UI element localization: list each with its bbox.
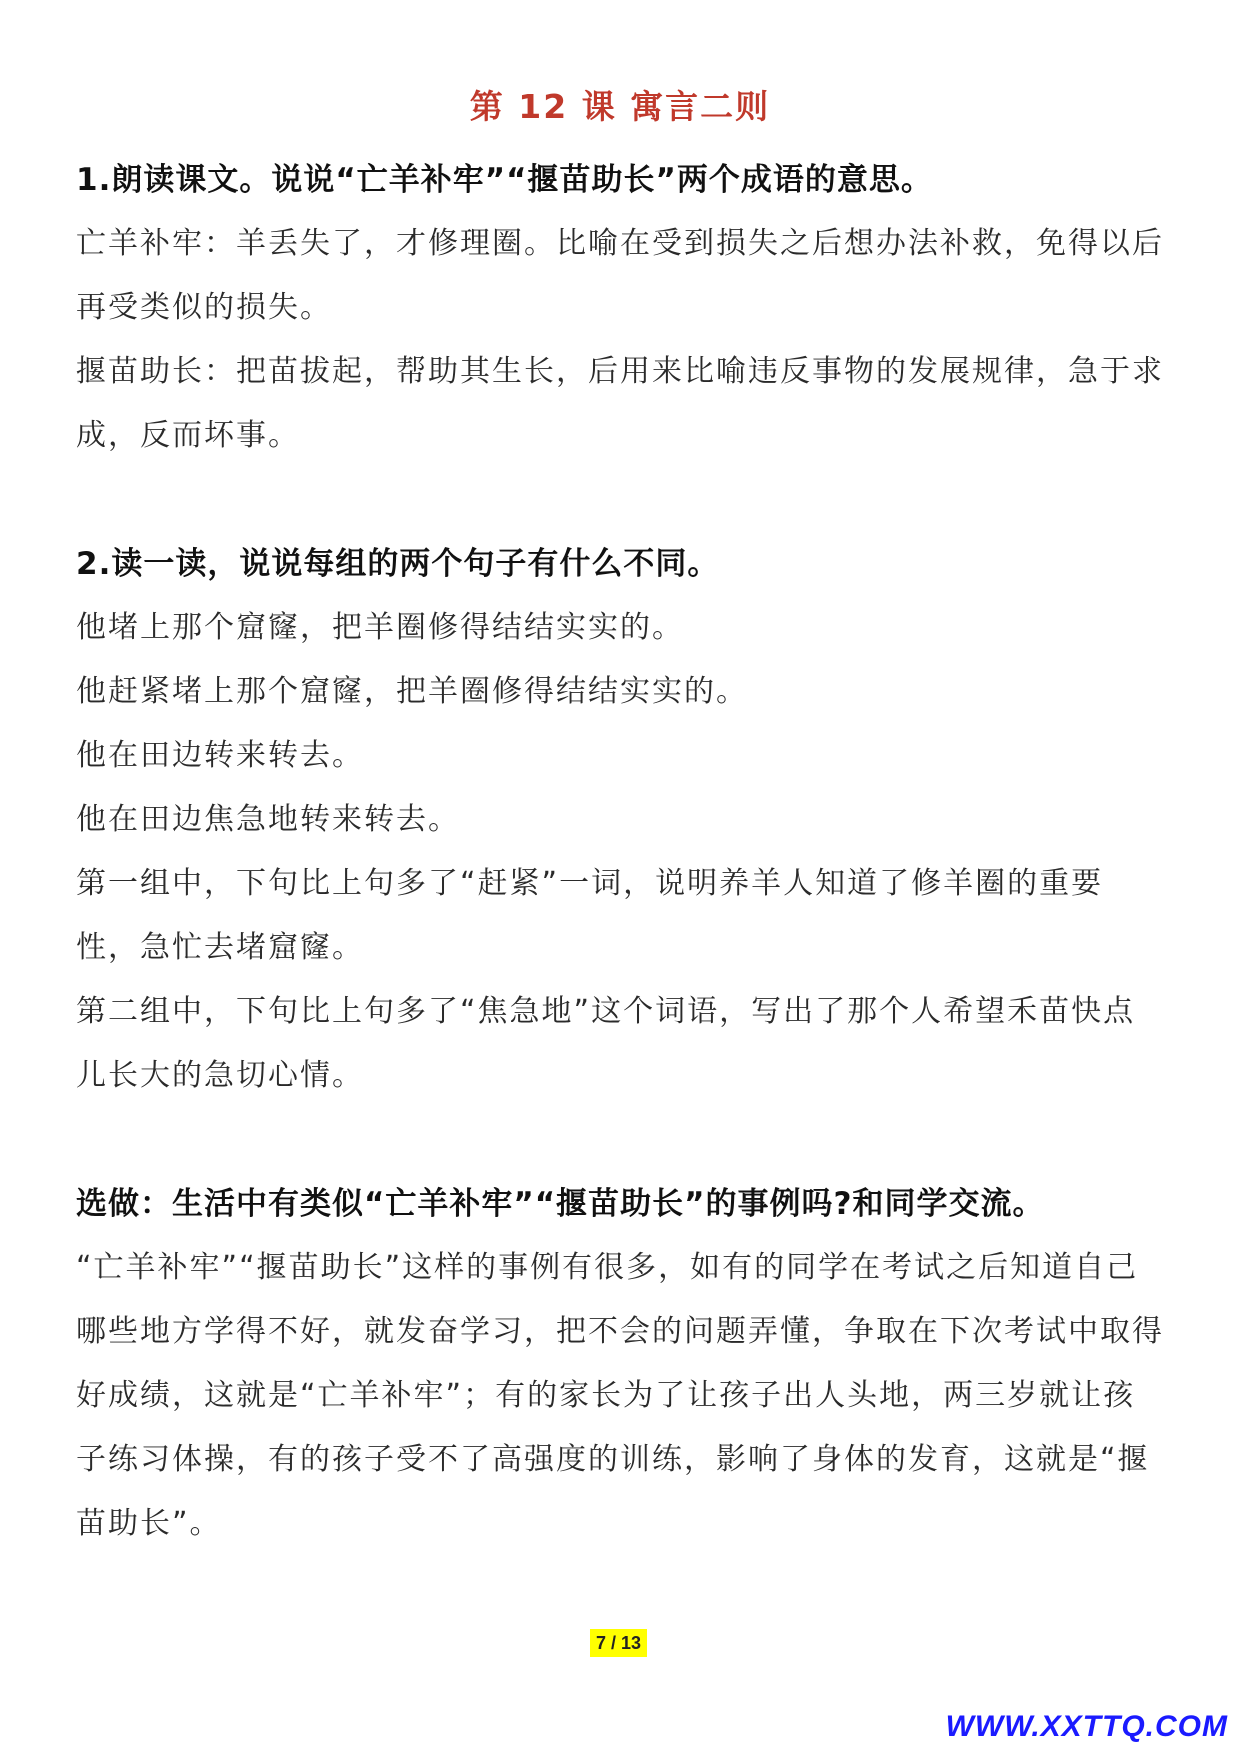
answer-paragraph: 第二组中，下句比上句多了“焦急地”这个词语，写出了那个人希望禾苗快点儿长大的急切心情。 [76,994,1136,1093]
answer-paragraph: 揠苗助长：把苗拔起，帮助其生长，后用来比喻违反事物的发展规律，急于求成，反而坏事。 [76,354,1164,453]
example-sentence: 他赶紧堵上那个窟窿，把羊圈修得结结实实的。 [76,674,748,709]
example-sentence: 他堵上那个窟窿，把羊圈修得结结实实的。 [76,610,684,645]
example-sentence: 他在田边焦急地转来转去。 [76,802,460,837]
document-body [76,148,1166,1556]
spacer [76,1108,1166,1172]
section-idiom-meanings [76,148,1166,468]
page-title: 第 12 课 寓言二则 [469,87,771,126]
section-sentence-compare [76,532,1166,1108]
answer-paragraph: “亡羊补牢”“揠苗助长”这样的事例有很多，如有的同学在考试之后知道自己哪些地方学得不好，就发奋学习，把不会的问题弄懂，争取在下次考试中取得好成绩，这就是“亡羊补牢”；有的家长为了让孩子出人头地，两三岁就让孩子练习体操，有的孩子受不了高强度的训练，影响了身体的发育，这就是“揠苗助长”。 [76,1250,1164,1541]
example-sentence: 他在田边转来转去。 [76,738,364,773]
spacer [76,468,1166,532]
question-heading: 2.读一读，说说每组的两个句子有什么不同。 [76,546,720,582]
question-heading: 1.朗读课文。说说“亡羊补牢”“揠苗助长”两个成语的意思。 [76,162,933,198]
section-optional [76,1172,1166,1556]
question-heading: 选做：生活中有类似“亡羊补牢”“揠苗助长”的事例吗?和同学交流。 [76,1186,1045,1222]
site-watermark: WWW.XXTTQ.COM [945,1710,1228,1743]
answer-paragraph: 第一组中，下句比上句多了“赶紧”一词，说明养羊人知道了修羊圈的重要性，急忙去堵窟窿。 [76,866,1104,965]
page-indicator: 7 / 13 [590,1629,647,1657]
answer-paragraph: 亡羊补牢：羊丢失了，才修理圈。比喻在受到损失之后想办法补救，免得以后再受类似的损失。 [76,226,1164,325]
